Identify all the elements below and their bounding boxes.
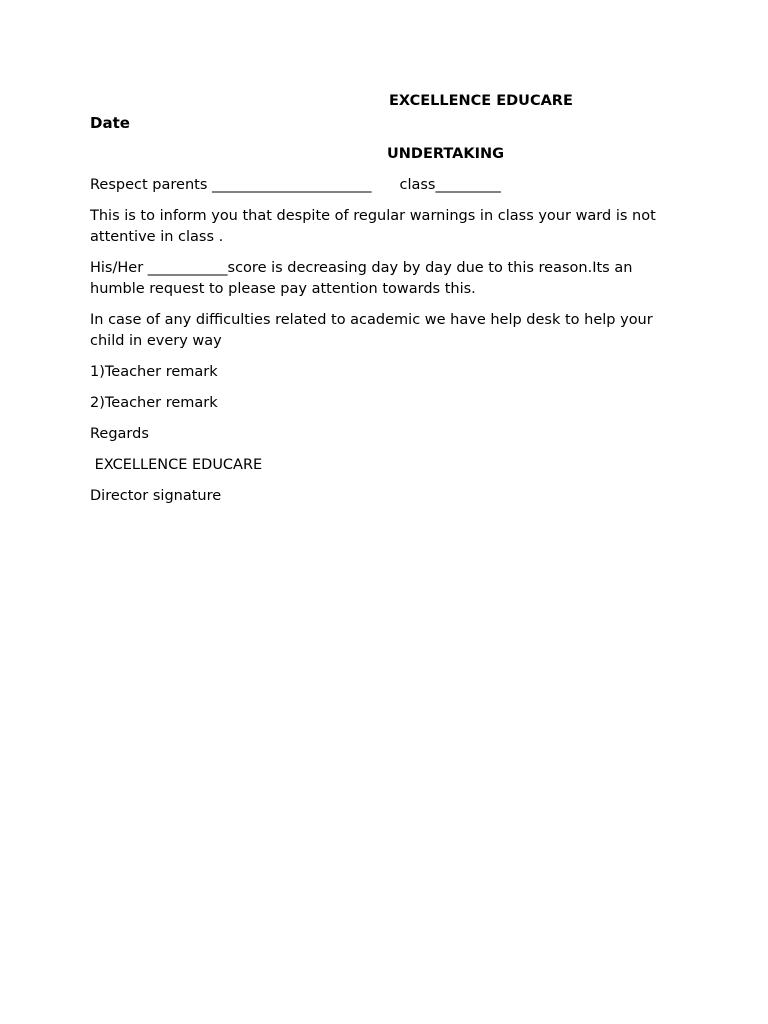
- undertaking-title: UNDERTAKING: [387, 146, 505, 162]
- salutation-label: Respect parents: [90, 177, 208, 193]
- regards-text: Regards: [90, 426, 149, 442]
- class-blank: _________: [435, 177, 501, 193]
- subject-blank: ___________: [147, 260, 228, 276]
- paragraph-warning: This is to inform you that despite of regular warnings in class your ward is not attentive in class .: [90, 208, 656, 245]
- score-text: score is decreasing day by day due to this reason.Its an humble request to please pay attention towards this.: [90, 260, 633, 297]
- teacher-remark-1: 1)Teacher remark: [90, 364, 218, 380]
- teacher-remark-2: 2)Teacher remark: [90, 395, 218, 411]
- school-name-heading: EXCELLENCE EDUCARE: [389, 93, 573, 109]
- paragraph-score: [90, 258, 690, 300]
- class-label: class: [399, 177, 436, 193]
- paragraph-help-desk: In case of any difficulties related to academic we have help desk to help your child in every way: [90, 312, 653, 349]
- salutation-line: [90, 175, 501, 196]
- parent-name-blank: ______________________: [211, 177, 372, 193]
- signoff-school-name: EXCELLENCE EDUCARE: [90, 457, 263, 473]
- director-signature: Director signature: [90, 488, 222, 504]
- date-label: Date: [90, 114, 130, 132]
- his-her-label: His/Her: [90, 260, 144, 276]
